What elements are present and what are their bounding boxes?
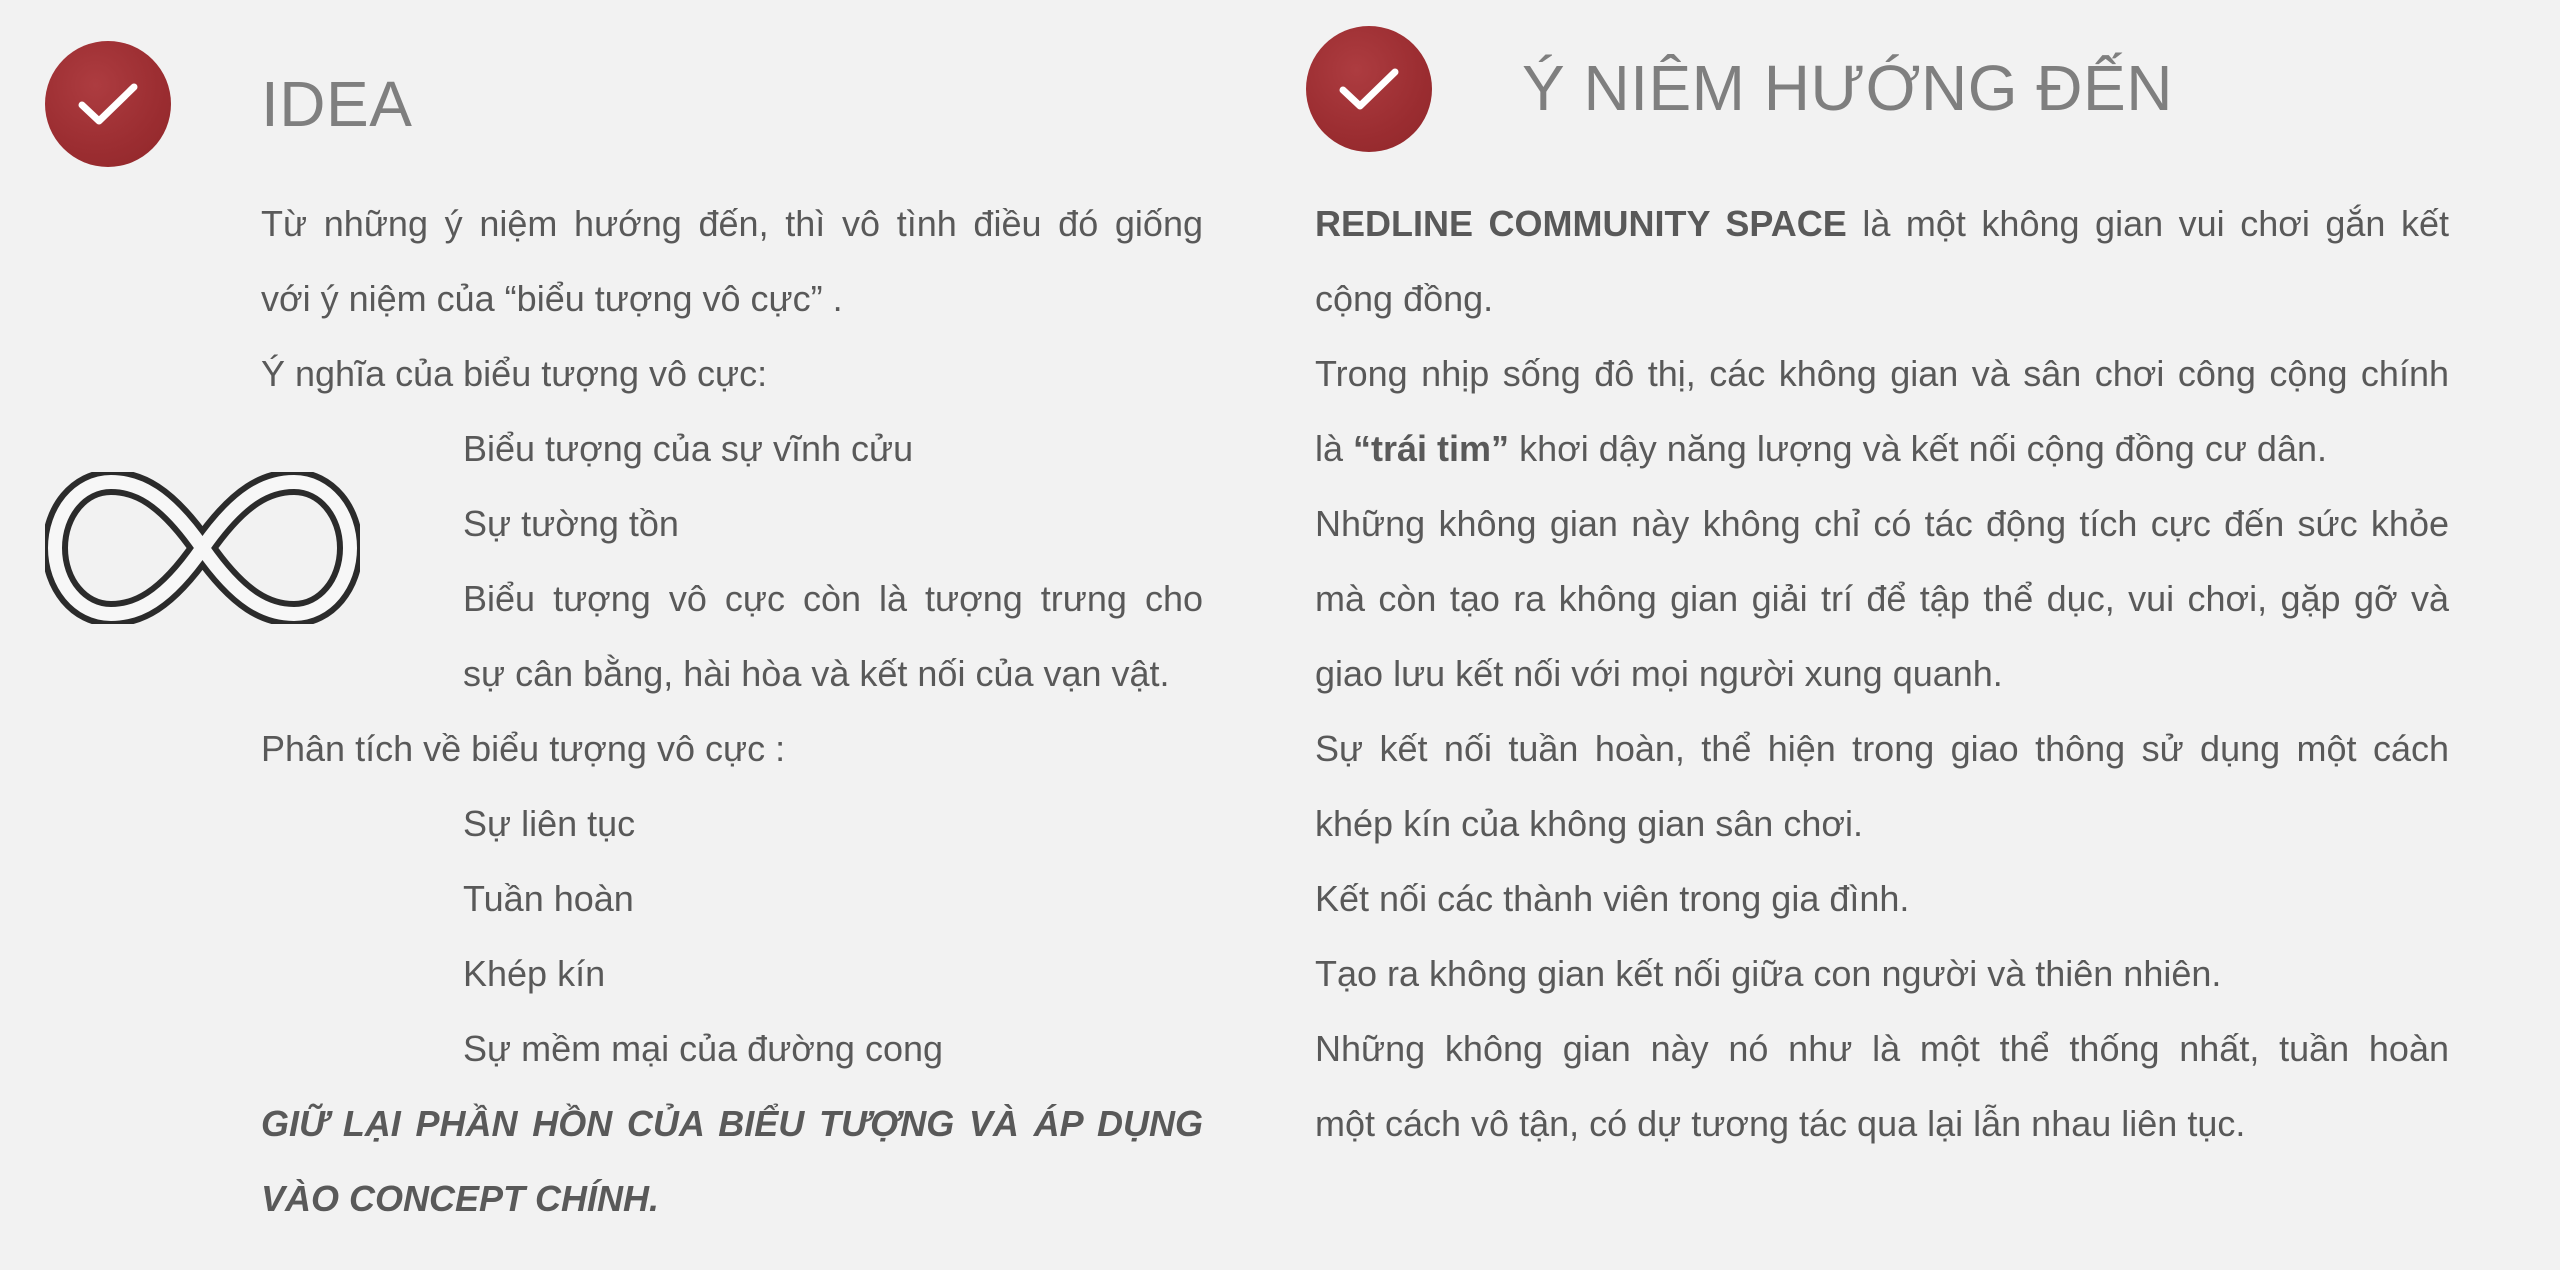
analysis-item: Khép kín <box>463 953 606 994</box>
p4-line-1: Sự kết nối tuần hoàn, thể hiện trong giao thông sử dụng một cách <box>1315 728 2449 769</box>
p6: Tạo ra không gian kết nối giữa con người và thiên nhiên. <box>1315 953 2222 994</box>
meaning-item: Sự tường tồn <box>463 503 679 544</box>
p3-line-2: mà còn tạo ra không gian giải trí để tập thể dục, vui chơi, gặp gỡ và <box>1315 578 2449 619</box>
p2-line-2 <box>1315 411 2449 486</box>
meaning-item: sự cân bằng, hài hòa và kết nối của vạn vật. <box>463 653 1170 694</box>
conclusion-line-1: GIỮ LẠI PHẦN HỒN CỦA BIỂU TƯỢNG VÀ ÁP DỤNG <box>261 1103 1203 1144</box>
p3-line-1: Những không gian này không chỉ có tác động tích cực đến sức khỏe <box>1315 503 2449 544</box>
p2-post: khơi dậy năng lượng và kết nối cộng đồng cư dân. <box>1509 428 2327 469</box>
intro-line-2: với ý niệm của “biểu tượng vô cực” . <box>261 278 843 319</box>
p1-rest: là một không gian vui chơi gắn kết <box>1846 203 2449 244</box>
analysis-item: Tuần hoàn <box>463 878 634 919</box>
left-body <box>261 186 1203 1236</box>
p1-line-2: cộng đồng. <box>1315 278 1494 319</box>
p3-line-3: giao lưu kết nối với mọi người xung quanh. <box>1315 653 2003 694</box>
checkmark-icon <box>1337 65 1401 113</box>
p2-line-1: Trong nhịp sống đô thị, các không gian và sân chơi công cộng chính <box>1315 353 2449 394</box>
meaning-title: Ý nghĩa của biểu tượng vô cực: <box>261 353 768 394</box>
right-heading: Ý NIÊM HƯỚNG ĐẾN <box>1522 52 2173 124</box>
meaning-item: Biểu tượng của sự vĩnh cửu <box>463 428 914 469</box>
meaning-item: Biểu tượng vô cực còn là tượng trưng cho <box>463 578 1203 619</box>
heart-phrase: “trái tim” <box>1353 428 1510 469</box>
analysis-item: Sự mềm mại của đường cong <box>463 1028 944 1069</box>
p4-line-2: khép kín của không gian sân chơi. <box>1315 803 1863 844</box>
p1-line-1 <box>1315 186 2449 261</box>
p2-pre: là <box>1315 428 1354 469</box>
analysis-title: Phân tích về biểu tượng vô cực : <box>261 728 786 769</box>
conclusion-line-2: VÀO CONCEPT CHÍNH. <box>261 1178 660 1219</box>
checkmark-icon <box>76 80 140 128</box>
analysis-item: Sự liên tục <box>463 803 636 844</box>
p7-line-2: một cách vô tận, có dự tương tác qua lại lẫn nhau liên tục. <box>1315 1103 2246 1144</box>
right-check-badge <box>1306 26 1432 152</box>
left-check-badge <box>45 41 171 167</box>
right-body <box>1315 186 2449 1161</box>
intro-line-1: Từ những ý niệm hướng đến, thì vô tình điều đó giống <box>261 203 1203 244</box>
p5: Kết nối các thành viên trong gia đình. <box>1315 878 1910 919</box>
p7-line-1: Những không gian này nó như là một thể thống nhất, tuần hoàn <box>1315 1028 2449 1069</box>
left-heading: IDEA <box>261 68 413 140</box>
project-name: REDLINE COMMUNITY SPACE <box>1315 203 1847 244</box>
